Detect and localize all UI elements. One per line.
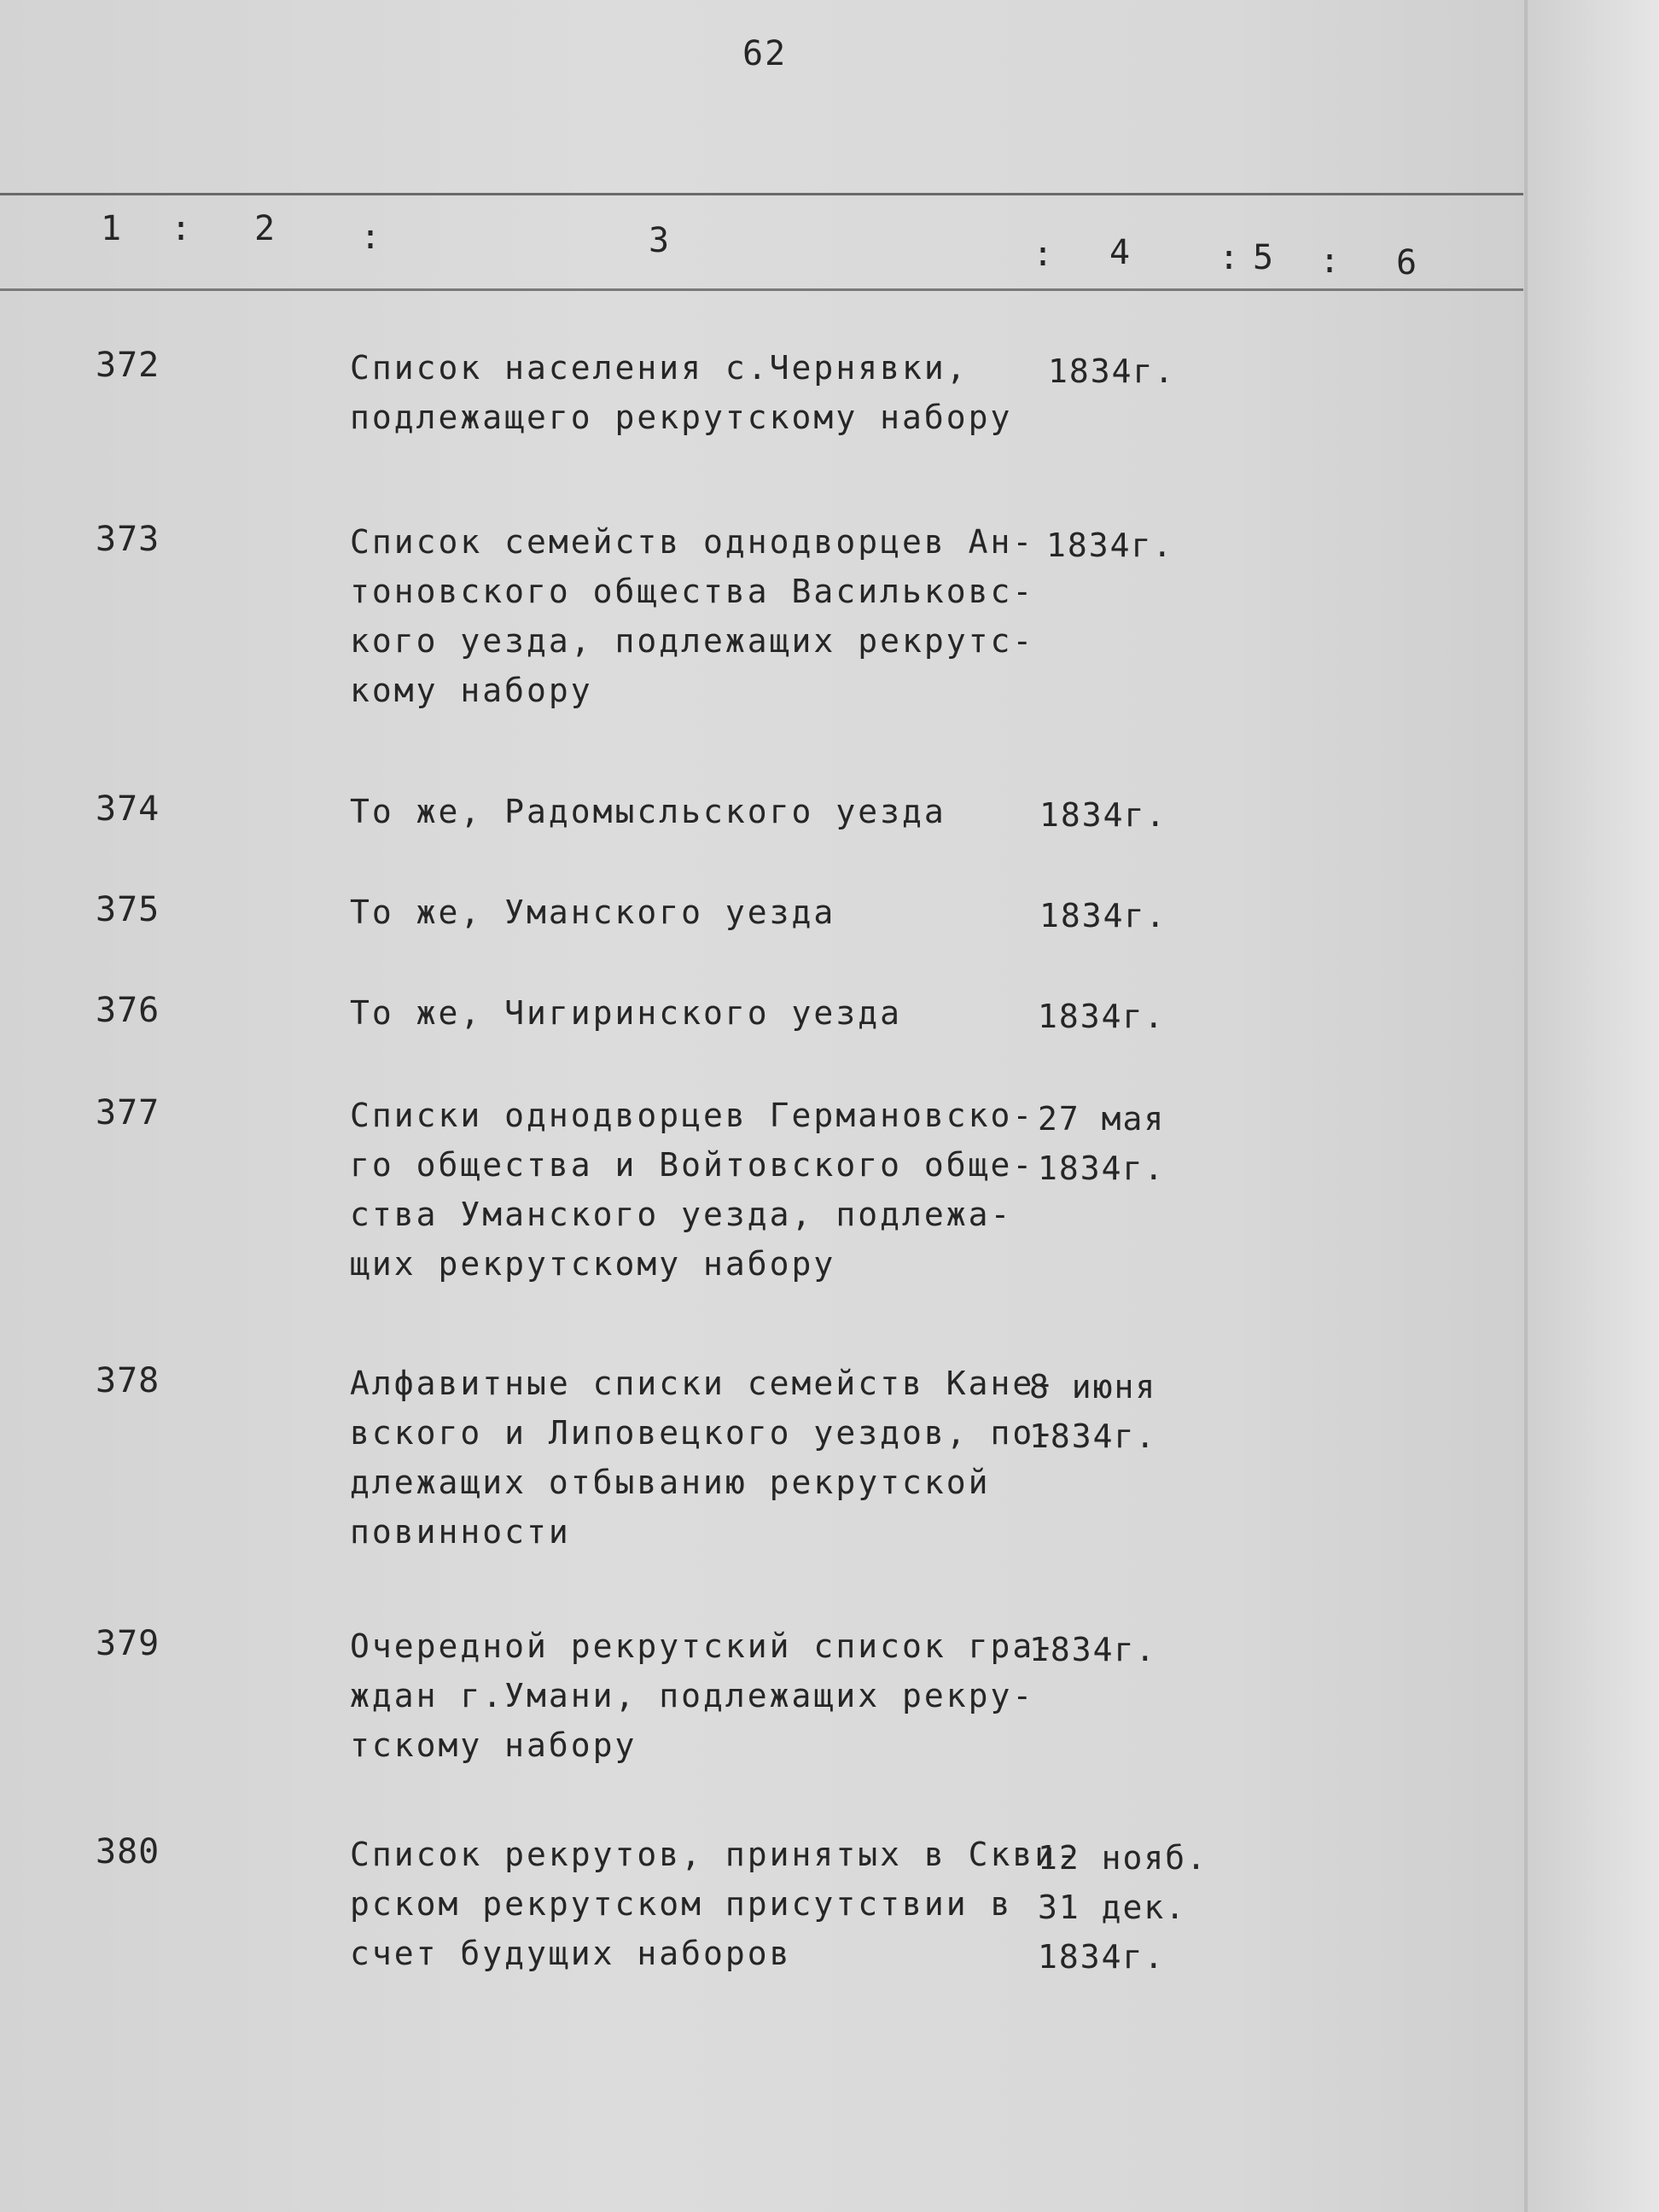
entry-number: 379 xyxy=(96,1624,160,1663)
entry-description-line: Список населения с.Чернявки, xyxy=(350,349,969,387)
entry-date-line: 1834г. xyxy=(1029,1631,1157,1668)
entry-number: 376 xyxy=(96,991,160,1030)
entry-description xyxy=(350,988,1033,1038)
entry-number: 372 xyxy=(96,346,160,385)
entry-number: 380 xyxy=(96,1832,160,1871)
entry-description-line: То же, Чигиринского уезда xyxy=(350,994,902,1032)
column-separator: : xyxy=(1219,238,1240,277)
entry-description-line: Списки однодворцев Германовско- xyxy=(350,1097,1035,1134)
column-5-header: 5 xyxy=(1253,238,1274,277)
entry-description xyxy=(350,787,1033,836)
entry-number: 375 xyxy=(96,890,160,929)
entry-date xyxy=(1038,1094,1165,1193)
entry-date xyxy=(1048,346,1175,396)
entry-date xyxy=(1039,790,1167,840)
entry-description-line: ства Уманского уезда, подлежа- xyxy=(350,1196,1013,1233)
entry-description xyxy=(350,1091,1033,1289)
entry-description-line: кого уезда, подлежащих рекрутс- xyxy=(350,622,1035,660)
column-2-header: 2 xyxy=(254,209,276,248)
entry-description xyxy=(350,888,1033,937)
column-4-header: 4 xyxy=(1109,233,1131,272)
entry-description xyxy=(350,517,1033,715)
entry-date-line: 1834г. xyxy=(1039,796,1167,834)
entry-description xyxy=(350,343,1033,442)
column-6-header: 6 xyxy=(1396,243,1417,282)
entry-date xyxy=(1038,992,1165,1041)
entry-date-line: 31 дек. xyxy=(1038,1889,1187,1926)
entry-description-line: Список рекрутов, принятых в Скви- xyxy=(350,1836,1079,1873)
entry-description-line: То же, Уманского уезда xyxy=(350,894,836,931)
header-rule-top xyxy=(0,193,1523,195)
entry-description xyxy=(350,1359,1057,1557)
entry-date-line: 12 нояб. xyxy=(1038,1839,1208,1877)
entry-date-line: 1834г. xyxy=(1038,1938,1166,1976)
entry-description-line: То же, Радомысльского уезда xyxy=(350,793,946,830)
entry-description-line: вского и Липовецкого уездов, по- xyxy=(350,1414,1057,1452)
entry-date-line: 1834г. xyxy=(1039,897,1167,934)
entry-date xyxy=(1038,1833,1208,1982)
page-margin xyxy=(1528,0,1659,2212)
entry-date-line: 1834г. xyxy=(1029,1417,1157,1455)
entry-number: 378 xyxy=(96,1361,160,1400)
column-3-header: 3 xyxy=(649,221,670,260)
entry-description-line: ждан г.Умани, подлежащих рекру- xyxy=(350,1677,1035,1714)
entry-number: 377 xyxy=(96,1093,160,1132)
entry-description xyxy=(350,1830,1079,1978)
entry-number: 374 xyxy=(96,789,160,829)
entry-description-line: повинности xyxy=(350,1513,571,1551)
column-separator: : xyxy=(1033,235,1054,274)
entry-description-line: счет будущих наборов xyxy=(350,1935,792,1972)
entry-date-line: 1834г. xyxy=(1048,352,1176,390)
entry-description-line: го общества и Войтовского обще- xyxy=(350,1146,1035,1184)
column-separator: : xyxy=(1319,242,1341,281)
entry-description-line: кому набору xyxy=(350,672,593,709)
entry-date-line: 8 июня xyxy=(1029,1368,1157,1406)
entry-description-line: Алфавитные списки семейств Кане- xyxy=(350,1365,1057,1402)
entry-description-line: рском рекрутском присутствии в xyxy=(350,1885,1013,1923)
header-rule-bottom xyxy=(0,288,1523,291)
entry-description-line: подлежащего рекрутскому набору xyxy=(350,399,1013,436)
entry-date-line: 27 мая xyxy=(1038,1100,1166,1138)
entry-date xyxy=(1046,521,1173,570)
entry-date-line: 1834г. xyxy=(1038,998,1166,1035)
entry-date-line: 1834г. xyxy=(1038,1150,1166,1187)
entry-description-line: тоновского общества Васильковс- xyxy=(350,573,1035,610)
entry-description xyxy=(350,1621,1057,1770)
entry-description-line: длежащих отбыванию рекрутской xyxy=(350,1464,991,1501)
entry-description-line: Список семейств однодворцев Ан- xyxy=(350,523,1035,561)
column-separator: : xyxy=(171,209,192,248)
entry-description-line: Очередной рекрутский список гра- xyxy=(350,1627,1057,1665)
entry-date-line: 1834г. xyxy=(1046,527,1174,564)
entry-date xyxy=(1039,891,1167,940)
column-1-header: 1 xyxy=(101,209,122,248)
entry-description-line: тскому набору xyxy=(350,1726,637,1764)
column-separator: : xyxy=(360,218,381,257)
entry-description-line: щих рекрутскому набору xyxy=(350,1245,836,1283)
entry-date xyxy=(1029,1625,1156,1674)
entry-date xyxy=(1029,1362,1156,1461)
entry-number: 373 xyxy=(96,520,160,559)
page-number: 62 xyxy=(742,34,788,73)
